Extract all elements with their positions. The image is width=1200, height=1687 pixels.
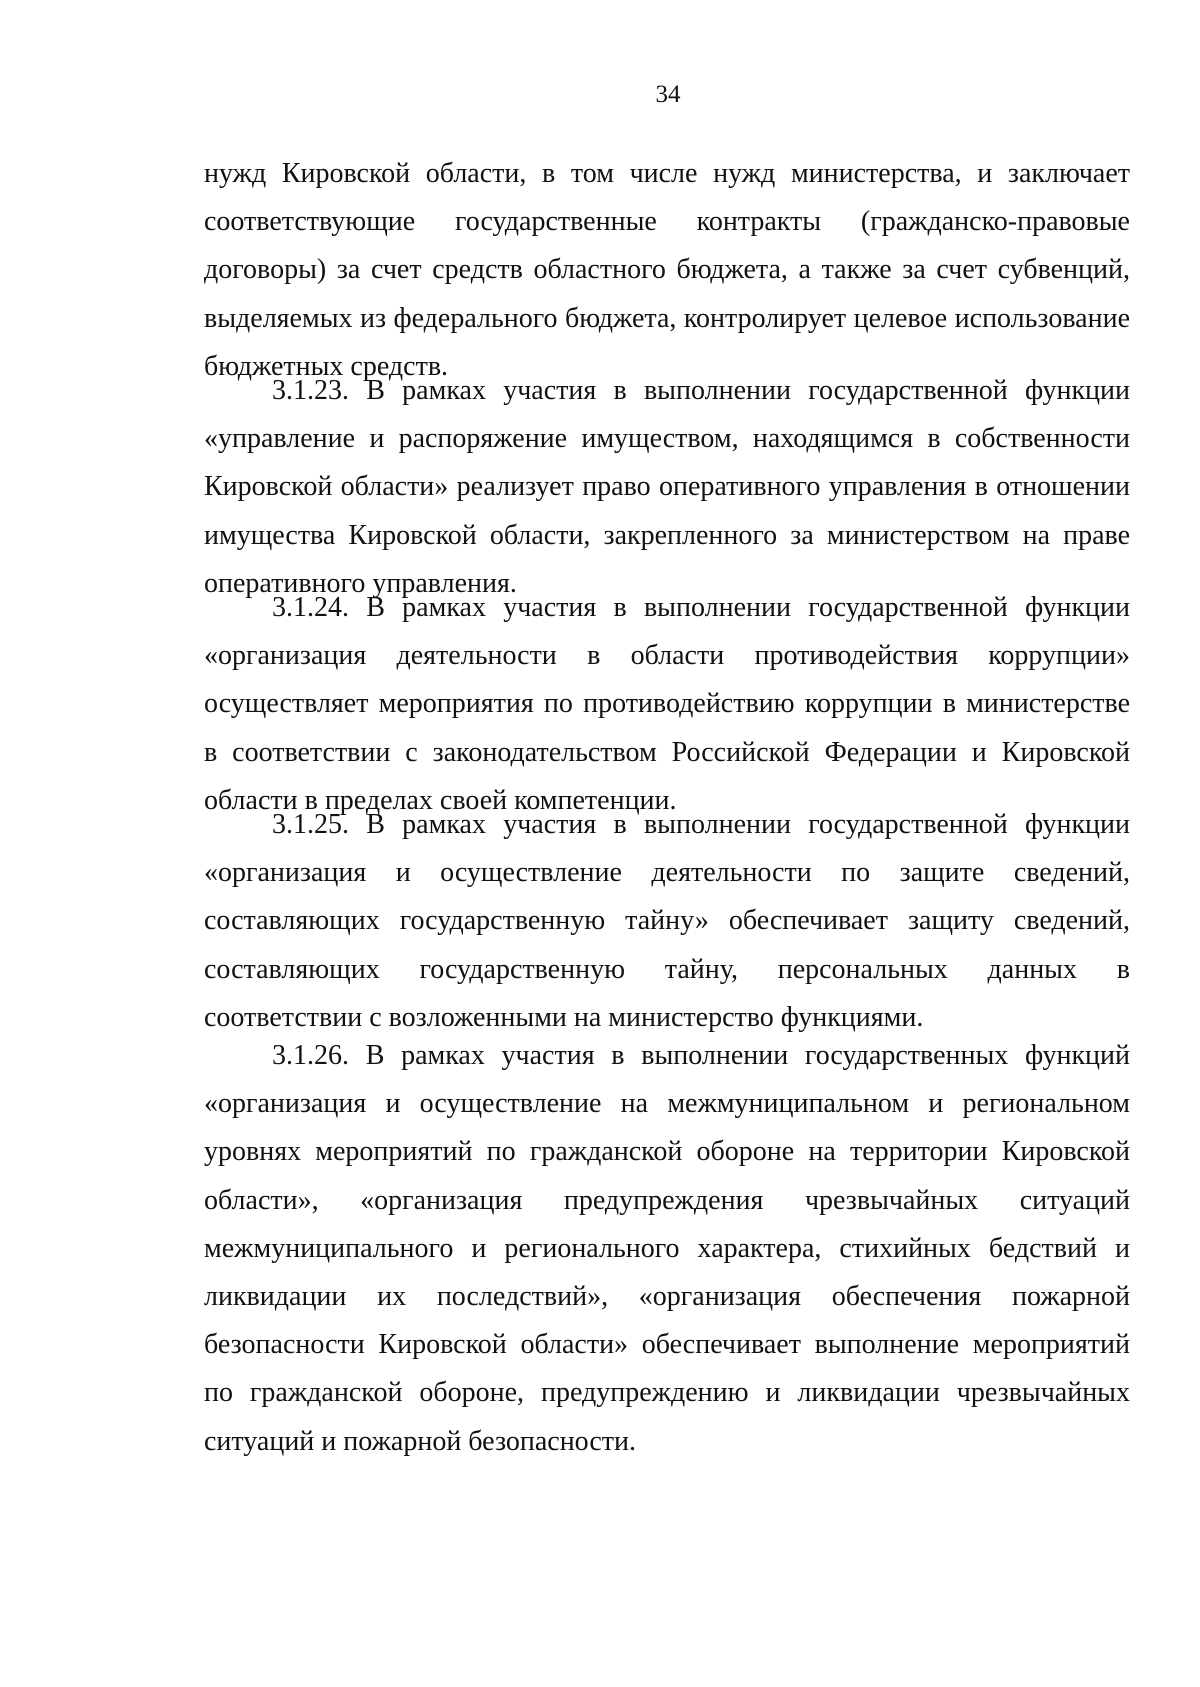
paragraph-block-3-1-26 [204, 1032, 1130, 1466]
paragraph-block-3-1-25 [204, 801, 1130, 1042]
page-number: 34 [655, 81, 681, 108]
continuation-paragraph [204, 150, 1130, 391]
paragraph-block-3-1-23 [204, 367, 1130, 608]
paragraph-continuation: нужд Кировской области, в том числе нужд министерства, и заключает соответствующие государственные контракты (гражданско-правовые договоры) за счет средств областного бюджета, а также за счет субвенций, выделяемых из федерального бюджета, контролирует целевое использование бюджетных средств. [204, 158, 1130, 382]
paragraph-3-1-25: 3.1.25. В рамках участия в выполнении государственной функции «организация и осуществление деятельности по защите сведений, составляющих государственную тайну» обеспечивает защиту сведений, составляющих государственную тайну, персональных данных в соответствии с возложенными на министерство функциями. [204, 809, 1130, 1033]
paragraph-3-1-23: 3.1.23. В рамках участия в выполнении государственной функции «управление и распоряжение имуществом, находящимся в собственности Кировской области» реализует право оперативного управления в отношении имущества Кировской области, закрепленного за министерством на праве оперативного управления. [204, 375, 1130, 599]
paragraph-3-1-24: 3.1.24. В рамках участия в выполнении государственной функции «организация деятельности в области противодействия коррупции» осуществляет мероприятия по противодействию коррупции в министерстве в соответствии с законодательством Российской Федерации и Кировской области в пределах своей компетенции. [204, 592, 1130, 816]
paragraph-3-1-26: 3.1.26. В рамках участия в выполнении государственных функций «организация и осуществление на межмуниципальном и региональном уровнях мероприятий по гражданской обороне на территории Кировской области», «организация предупреждения чрезвычайных ситуаций межмуниципального и регионального характера, стихийных бедствий и ликвидации их последствий», «организация обеспечения пожарной безопасности Кировской области» обеспечивает выполнение мероприятий по гражданской обороне, предупреждению и ликвидации чрезвычайных ситуаций и пожарной безопасности. [204, 1040, 1130, 1457]
paragraph-block-3-1-24 [204, 584, 1130, 825]
